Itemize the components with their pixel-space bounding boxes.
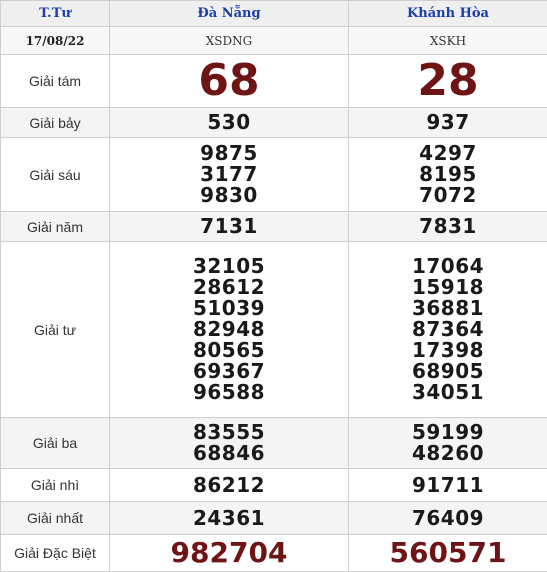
prize-label: Giải năm: [1, 212, 110, 242]
prize-row-g5: [1, 212, 547, 242]
prize-numbers-1: [110, 502, 349, 535]
province-code-2: XSKH: [349, 27, 547, 55]
prize-number: 8195: [349, 164, 547, 185]
prize-number: 59199: [349, 422, 547, 443]
prize-number: 48260: [349, 443, 547, 464]
prize-number: 86212: [110, 475, 348, 496]
draw-date: 17/08/22: [1, 27, 110, 55]
prize-number: 83555: [110, 422, 348, 443]
prize-number: 68905: [349, 361, 547, 382]
prize-number: 24361: [110, 508, 348, 529]
prize-number: 91711: [349, 475, 547, 496]
prize-label: Giải tám: [1, 55, 110, 108]
province-code-1: XSDNG: [110, 27, 349, 55]
prize-number: 32105: [110, 256, 348, 277]
prize-numbers-1: [110, 469, 349, 502]
prize-numbers-2: [349, 502, 547, 535]
subheader-row: [1, 27, 547, 55]
prize-row-special: [1, 535, 547, 572]
prize-label: Giải Đặc Biệt: [1, 535, 110, 572]
prize-numbers-2: [349, 55, 547, 108]
prize-numbers-1: [110, 138, 349, 212]
prize-number: 34051: [349, 382, 547, 403]
prize-number: 4297: [349, 143, 547, 164]
prize-number: 7131: [110, 216, 348, 237]
prize-number: 3177: [110, 164, 348, 185]
prize-row-g6: [1, 138, 547, 212]
prize-row-g8: [1, 55, 547, 108]
prize-number: 96588: [110, 382, 348, 403]
prize-number: 7831: [349, 216, 547, 237]
prize-number: 937: [349, 112, 547, 133]
special-prize-number: 560571: [349, 537, 547, 569]
prize-number: 7072: [349, 185, 547, 206]
prize-label: Giải bảy: [1, 108, 110, 138]
prize-label: Giải nhì: [1, 469, 110, 502]
prize-number: 68: [110, 55, 348, 107]
prize-numbers-2: [349, 212, 547, 242]
prize-numbers-1: [110, 242, 349, 418]
prize-number: 17064: [349, 256, 547, 277]
prize-number: 17398: [349, 340, 547, 361]
prize-number: 82948: [110, 319, 348, 340]
header-row: [1, 1, 547, 27]
prize-numbers-2: [349, 108, 547, 138]
prize-numbers-2: [349, 242, 547, 418]
prize-number: 69367: [110, 361, 348, 382]
prize-number: 87364: [349, 319, 547, 340]
prize-number: 9830: [110, 185, 348, 206]
prize-numbers-1: [110, 418, 349, 469]
special-prize-number: 982704: [110, 537, 348, 569]
prize-label: Giải nhất: [1, 502, 110, 535]
prize-number: 51039: [110, 298, 348, 319]
prize-numbers-2: [349, 469, 547, 502]
prize-numbers-1: [110, 212, 349, 242]
prize-row-g2: [1, 469, 547, 502]
prize-numbers-1: [110, 535, 349, 572]
weekday-header: T.Tư: [1, 1, 110, 27]
prize-numbers-2: [349, 535, 547, 572]
prize-row-g4: [1, 242, 547, 418]
prize-number: 76409: [349, 508, 547, 529]
prize-label: Giải sáu: [1, 138, 110, 212]
prize-number: 68846: [110, 443, 348, 464]
prize-number: 530: [110, 112, 348, 133]
prize-numbers-1: [110, 108, 349, 138]
prize-number: 28: [349, 55, 547, 107]
prize-row-g7: [1, 108, 547, 138]
prize-number: 9875: [110, 143, 348, 164]
province-header-2[interactable]: Khánh Hòa: [349, 1, 547, 27]
prize-number: 15918: [349, 277, 547, 298]
prize-row-g3: [1, 418, 547, 469]
prize-label: Giải tư: [1, 242, 110, 418]
prize-numbers-2: [349, 138, 547, 212]
prize-number: 36881: [349, 298, 547, 319]
prize-label: Giải ba: [1, 418, 110, 469]
prize-number: 28612: [110, 277, 348, 298]
province-header-1[interactable]: Đà Nẵng: [110, 1, 349, 27]
prize-row-g1: [1, 502, 547, 535]
prize-numbers-1: [110, 55, 349, 108]
prize-number: 80565: [110, 340, 348, 361]
prize-numbers-2: [349, 418, 547, 469]
